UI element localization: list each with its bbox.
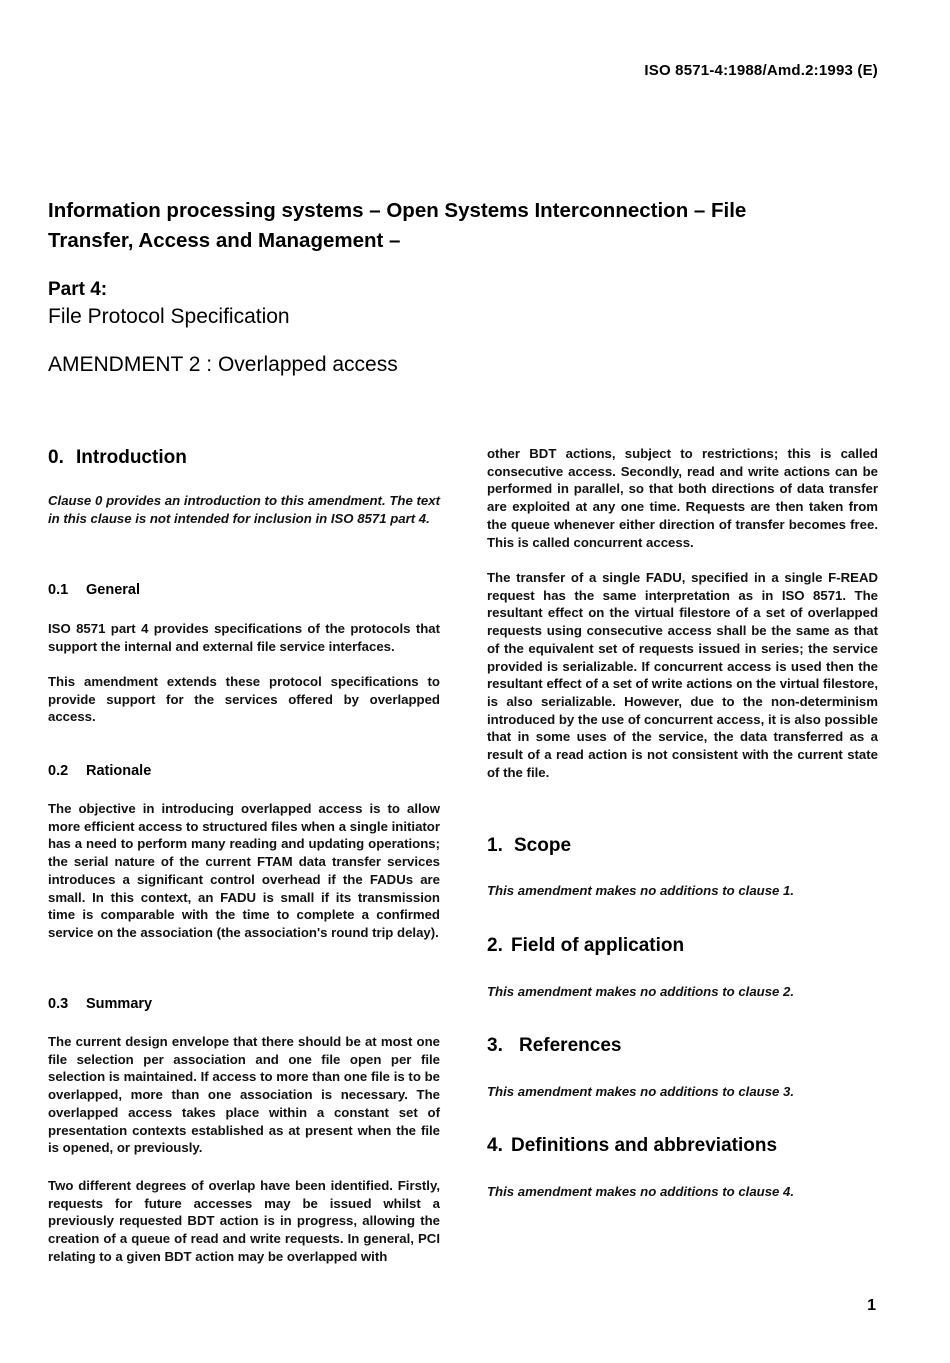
intro-note: Clause 0 provides an introduction to this amendment. The text in this clause is not intended for inclusion in ISO 8571 part 4.: [48, 493, 440, 526]
general-para-1: ISO 8571 part 4 provides specifications of the protocols that support the internal and external file service interfaces.: [48, 621, 440, 654]
intro-number: 0.: [48, 447, 64, 468]
references-number: 3.: [487, 1035, 503, 1056]
field-note: This amendment makes no additions to clause 2.: [487, 984, 795, 999]
scope-note: This amendment makes no additions to clause 1.: [487, 883, 795, 898]
references-heading-text: References: [519, 1035, 622, 1056]
intro-heading: [48, 447, 440, 469]
scope-number: 1.: [487, 835, 503, 856]
rationale-para-1: The objective in introducing overlapped access is to allow more efficient access to structured files when a single initiator has a need to perform many reading and updating operations; the serial nature of the current FTAM data transfer services introduces a significant control overhead if the FADUs are small. In this context, an FADU is small if its transmission time is comparable with the time to complete a confirmed service on the association (the association's round trip delay).: [48, 801, 440, 940]
field-heading-text: Field of application: [511, 935, 685, 956]
definitions-heading: [487, 1135, 878, 1157]
summary-heading: [48, 996, 440, 1012]
definitions-number: 4.: [487, 1135, 503, 1156]
amendment-title: AMENDMENT 2 : Overlapped access: [48, 353, 398, 376]
scope-heading: [487, 835, 878, 857]
references-heading: [487, 1035, 878, 1057]
general-number: 0.1: [48, 582, 69, 598]
rationale-number: 0.2: [48, 763, 69, 779]
rationale-heading: [48, 763, 440, 779]
scope-heading-text: Scope: [514, 835, 572, 856]
document-id: ISO 8571-4:1988/Amd.2:1993 (E): [644, 62, 878, 79]
intro-heading-text: Introduction: [76, 447, 187, 468]
title-line-2: Transfer, Access and Management –: [48, 229, 401, 252]
right-para-1: other BDT actions, subject to restrictions; this is called consecutive access. Secondly, read and write actions can be performed in parallel, so that both directions of data transfer are exploited at any one time. Requests are then taken from the queue whenever either direction of transfer becomes free. This is called concurrent access.: [487, 446, 878, 550]
definitions-heading-text: Definitions and abbreviations: [511, 1135, 778, 1156]
title-line-1: Information processing systems – Open Systems Interconnection – File: [48, 199, 747, 222]
field-number: 2.: [487, 935, 503, 956]
summary-number: 0.3: [48, 996, 69, 1012]
references-note: This amendment makes no additions to clause 3.: [487, 1084, 795, 1099]
general-para-2: This amendment extends these protocol specifications to provide support for the services offered by overlapped access.: [48, 674, 440, 725]
general-heading-text: General: [86, 582, 140, 598]
summary-para-1: The current design envelope that there should be at most one file selection per association and one file open per file selection is maintained. If access to more than one file is to be overlapped, more than one association is necessary. The overlapped access takes place within a constant set of presentation contexts established as at present when the file is opened, or previously.: [48, 1034, 440, 1156]
right-para-2: The transfer of a single FADU, specified in a single F-READ request has the same interpretation as in ISO 8571. The resultant effect on the virtual filestore of a set of overlapped requests using consecutive access shall be the same as that of the equivalent set of requests issued in series; the service provided is serializable. If concurrent access is used then the resultant effect of a set of write actions on the virtual filestore, is also serializable. However, due to the non-determinism introduced by the use of concurrent access, it is also possible that in some uses of the service, the data transferred as a result of a read action is not consistent with the current state of the file.: [487, 570, 878, 780]
rationale-heading-text: Rationale: [86, 763, 152, 779]
page-number: 1: [867, 1297, 876, 1314]
summary-heading-text: Summary: [86, 996, 153, 1012]
definitions-note: This amendment makes no additions to clause 4.: [487, 1184, 795, 1199]
general-heading: [48, 582, 440, 598]
summary-para-2: Two different degrees of overlap have been identified. Firstly, requests for future accesses may be issued whilst a previously requested BDT action is in progress, allowing the creation of a queue of read and write requests. In general, PCI relating to a given BDT action may be overlapped with: [48, 1178, 440, 1264]
field-heading: [487, 935, 878, 957]
part-name: File Protocol Specification: [48, 305, 290, 328]
part-label: Part 4:: [48, 279, 108, 300]
document-title: [48, 196, 848, 256]
